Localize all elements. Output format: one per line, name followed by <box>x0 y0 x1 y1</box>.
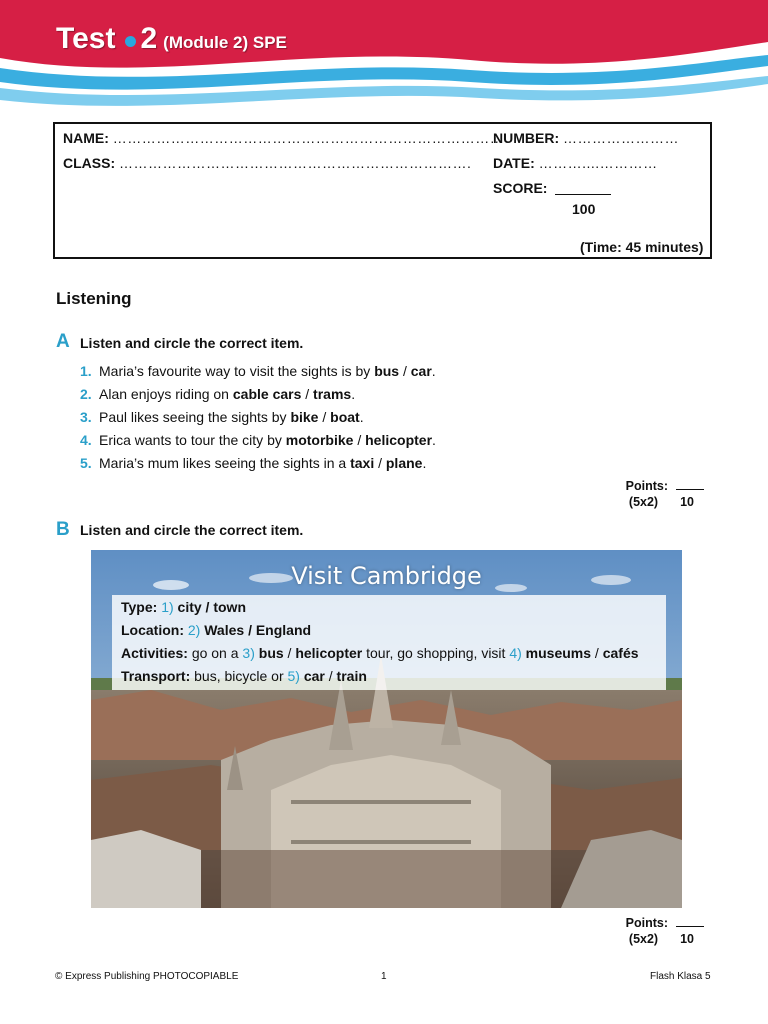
list-item <box>80 408 436 431</box>
points-blank[interactable] <box>676 480 704 490</box>
section-a-instruction: Listen and circle the correct item. <box>80 335 304 351</box>
activities-option-4b[interactable]: cafés <box>602 645 639 661</box>
list-item <box>80 454 436 477</box>
name-dots: ……………………………………………………………………… <box>112 130 505 146</box>
activities-option-3b[interactable]: helicopter <box>295 645 363 661</box>
type-row <box>121 599 246 615</box>
item-text: Maria’s mum likes seeing the sights in a <box>99 455 351 471</box>
points-label: Points: <box>625 479 668 493</box>
option-2[interactable]: plane <box>385 455 423 471</box>
section-b-instruction: Listen and circle the correct item. <box>80 522 304 538</box>
option-separator: / <box>301 386 314 402</box>
item-end: . <box>432 432 436 448</box>
location-num: 2) <box>187 622 201 638</box>
option-2[interactable]: car <box>410 363 432 379</box>
student-info-box <box>53 122 712 259</box>
activities-option-4a[interactable]: museums <box>525 645 592 661</box>
activities-num-3: 3) <box>242 645 255 661</box>
class-label: CLASS: <box>63 155 116 171</box>
option-1[interactable]: bike <box>290 409 319 425</box>
type-label: Type: <box>121 599 158 615</box>
points-total: 10 <box>680 495 694 509</box>
option-2[interactable]: trams <box>313 386 352 402</box>
info-panel <box>112 595 666 690</box>
item-end: . <box>359 409 364 425</box>
points-label: Points: <box>625 916 668 930</box>
test-number: 2 <box>140 22 158 55</box>
footer-course-name: Flash Klasa 5 <box>650 971 711 982</box>
name-field[interactable] <box>63 130 504 146</box>
option-2[interactable]: boat <box>330 409 360 425</box>
header-banner <box>0 0 768 110</box>
option-separator: / <box>399 363 411 379</box>
option-1[interactable]: taxi <box>350 455 375 471</box>
date-dots: ………....………… <box>538 155 658 171</box>
score-blank <box>555 184 611 195</box>
transport-label: Transport: <box>121 668 191 684</box>
class-dots: ………………………………………………………………. <box>119 155 472 171</box>
transport-row: Transport: bus, bicycle or 5) car / train <box>121 668 367 684</box>
name-label: NAME: <box>63 130 109 146</box>
option-separator: / <box>353 432 366 448</box>
bullet-dot-icon <box>125 36 136 47</box>
activities-option-3a[interactable]: bus <box>258 645 284 661</box>
location-label: Location: <box>121 622 184 638</box>
date-field[interactable] <box>493 155 658 171</box>
date-label: DATE: <box>493 155 535 171</box>
item-number: 4. <box>80 432 92 448</box>
item-end: . <box>422 455 427 471</box>
item-number: 1. <box>80 363 92 379</box>
section-a-letter: A <box>56 331 70 352</box>
transport-pre: bus, bicycle or <box>194 668 284 684</box>
section-a-items <box>80 362 436 477</box>
activities-pre: go on a <box>191 645 239 661</box>
option-1[interactable]: cable cars <box>232 386 302 402</box>
points-calc: (5x2) <box>628 932 659 946</box>
item-text: Alan enjoys riding on <box>99 386 233 402</box>
section-b-letter: B <box>56 519 70 540</box>
number-label: NUMBER: <box>493 130 560 146</box>
transport-option-a[interactable]: car <box>303 668 325 684</box>
activities-row: Activities: go on a 3) bus / helicopter tour, go shopping, visit 4) museums / cafés <box>121 645 639 661</box>
score-total: 100 <box>572 201 596 217</box>
option-separator: / <box>374 455 386 471</box>
option-2[interactable]: helicopter <box>365 432 433 448</box>
item-text: Maria’s favourite way to visit the sights is by <box>99 363 375 379</box>
activities-num-4: 4) <box>509 645 522 661</box>
activities-label: Activities: <box>121 645 188 661</box>
photo-title: Visit Cambridge <box>291 562 482 590</box>
time-text: (Time: 45 minutes) <box>580 239 704 255</box>
location-row <box>121 622 311 638</box>
location-options[interactable]: Wales / England <box>204 622 312 638</box>
section-title-listening: Listening <box>56 289 132 308</box>
type-options[interactable]: city / town <box>177 599 246 615</box>
number-field[interactable] <box>493 130 679 146</box>
number-dots: …………………… <box>563 130 679 146</box>
option-1[interactable]: bus <box>374 363 400 379</box>
test-title <box>56 22 287 56</box>
option-1[interactable]: motorbike <box>285 432 354 448</box>
test-word: Test <box>56 22 116 55</box>
points-blank[interactable] <box>676 917 704 927</box>
score-field[interactable] <box>493 180 611 196</box>
type-num: 1) <box>161 599 174 615</box>
module-text: (Module 2) SPE <box>163 33 287 52</box>
list-item <box>80 431 436 454</box>
cambridge-photo <box>91 550 682 908</box>
transport-num: 5) <box>287 668 300 684</box>
section-a-points <box>600 478 704 510</box>
footer-page-number: 1 <box>381 971 387 982</box>
points-calc: (5x2) <box>628 495 659 509</box>
activities-mid: tour, go shopping, visit <box>366 645 506 661</box>
item-number: 2. <box>80 386 92 402</box>
item-end: . <box>431 363 436 379</box>
score-label: SCORE: <box>493 180 548 196</box>
option-separator: / <box>318 409 331 425</box>
item-number: 3. <box>80 409 92 425</box>
transport-option-b[interactable]: train <box>336 668 367 684</box>
item-end: . <box>351 386 356 402</box>
section-b-points <box>600 915 704 947</box>
footer-copyright: © Express Publishing PHOTOCOPIABLE <box>55 971 239 982</box>
list-item <box>80 385 436 408</box>
list-item <box>80 362 436 385</box>
item-text: Paul likes seeing the sights by <box>99 409 291 425</box>
points-total: 10 <box>680 932 694 946</box>
class-field[interactable] <box>63 155 471 171</box>
item-number: 5. <box>80 455 92 471</box>
item-text: Erica wants to tour the city by <box>99 432 286 448</box>
